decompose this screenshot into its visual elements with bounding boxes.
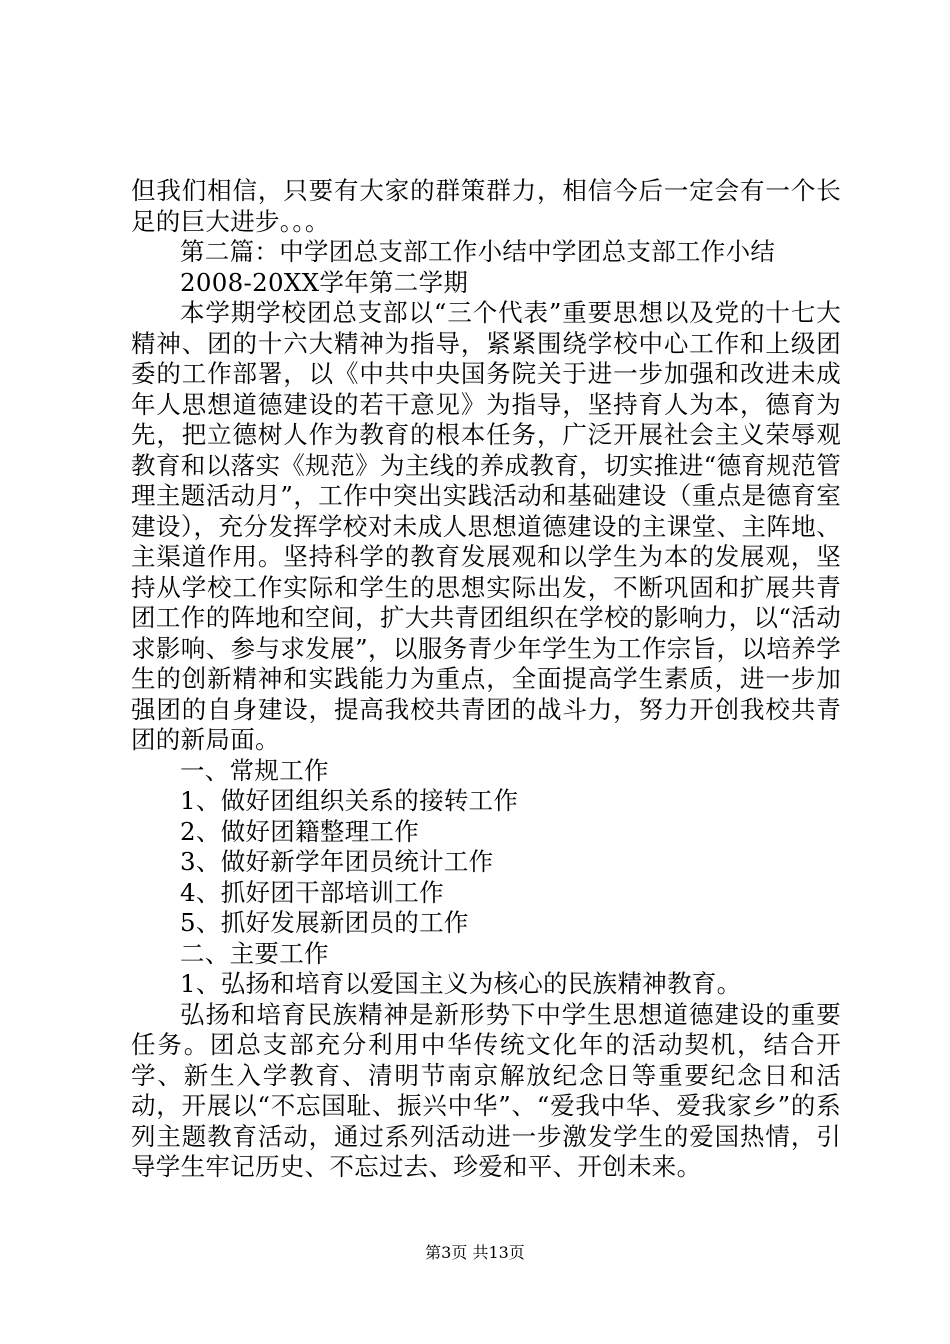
page-number-footer: 第3页 共13页 (425, 1243, 525, 1262)
document-body (131, 176, 841, 1183)
body-paragraph: 弘扬和培育民族精神是新形势下中学生思想道德建设的重要任务。团总支部充分利用中华传统文化年的活动契机，结合开学、新生入学教育、清明节南京解放纪念日等重要纪念日和活动，开展以“不忘国耻、振兴中华”、“爱我中华、爱我家乡”的系列主题教育活动，通过系列活动进一步激发学生的爱国热情，引导学生牢记历史、不忘过去、珍爱和平、开创未来。 (131, 999, 841, 1181)
subheading-patriotism: 1、弘扬和培育以爱国主义为核心的民族精神教育。 (180, 969, 742, 998)
paragraph-continuation: 但我们相信，只要有大家的群策群力，相信今后一定会有一个长足的巨大进步。。。 (131, 176, 841, 236)
section-title: 第二篇：中学团总支部工作小结中学团总支部工作小结 (180, 237, 776, 266)
list-item: 4、抓好团干部培训工作 (180, 877, 444, 907)
list-item: 1、做好团组织关系的接转工作 (180, 786, 519, 815)
heading-main-work: 二、主要工作 (180, 938, 329, 968)
list-item: 5、抓好发展新团员的工作 (180, 908, 469, 937)
list-item: 2、做好团籍整理工作 (180, 816, 420, 846)
heading-routine-work: 一、常规工作 (180, 755, 329, 785)
intro-paragraph: 本学期学校团总支部以“三个代表”重要思想以及党的十七大精神、团的十六大精神为指导，紧紧围绕学校中心工作和上级团委的工作部署，以《中共中央国务院关于进一步加强和改进未成年人思想道德建设的若干意见》为指导，坚持育人为本，德育为先，把立德树人作为教育的根本任务，广泛开展社会主义荣辱观教育和以落实《规范》为主线的养成教育，切实推进“德育规范管理主题活动月”，工作中突出实践活动和基础建设（重点是德育室建设），充分发挥学校对未成人思想道德建设的主课堂、主阵地、主渠道作用。坚持科学的教育发展观和以学生为本的发展观，坚持从学校工作实际和学生的思想实际出发，不断巩固和扩展共青团工作的阵地和空间，扩大共青团组织在学校的影响力，以“活动求影响、参与求发展”，以服务青少年学生为工作宗旨，以培养学生的创新精神和实践能力为重点，全面提高学生素质，进一步加强团的自身建设，提高我校共青团的战斗力，努力开创我校共青团的新局面。 (131, 298, 841, 754)
list-item: 3、做好新学年团员统计工作 (180, 847, 494, 876)
term-label: 2008-20XX学年第二学期 (180, 267, 469, 297)
